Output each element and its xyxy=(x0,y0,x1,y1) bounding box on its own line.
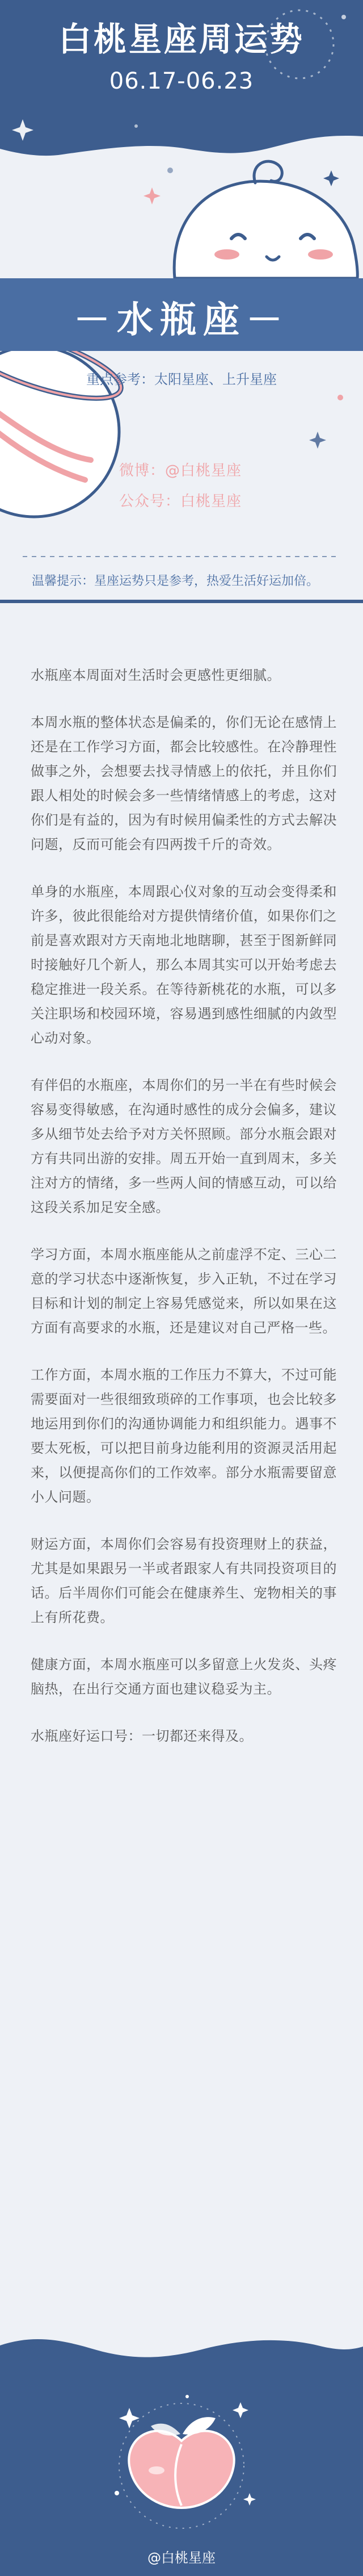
paragraph-work: 工作方面，本周水瓶的工作压力不算大，不过可能需要面对一些很细致琐碎的工作事项，也会比较多地运用到你们的沟通协调能力和组织能力。遇事不要太死板，可以把目前身边能利用的资源灵活用起来，以便提高你们的工作效率。部分水瓶需要留意小人问题。 xyxy=(31,1367,337,1505)
paragraph-health: 健康方面，本周水瓶座可以多留意上火发炎、头疼脑热，在出行交通方面也建议稳妥为主。 xyxy=(31,1657,337,1697)
wechat-account: 公众号：白桃星座 xyxy=(119,493,242,510)
weibo-handle: 微博：@白桃星座 xyxy=(119,462,242,479)
brand-watermark: @白桃星座 xyxy=(147,2550,216,2566)
paragraph-single: 单身的水瓶座，本周跟心仪对象的互动会变得柔和许多，彼此很能给对方提供情绪价值，如果你们之前是喜欢跟对方天南地北地瞎聊，甚至于图新鲜同时接触好几个新人，那么本周其实可以开始考虑去稳定推进一段关系。在等待新桃花的水瓶，可以多关注职场和校园环境，容易遇到感性细腻的内敛型心动对象。 xyxy=(31,884,337,1046)
warm-tip: 温馨提示：星座运势只是参考，热爱生活好运加倍。 xyxy=(32,574,319,588)
reference-note: 重点参考：太阳星座、上升星座 xyxy=(86,371,277,387)
sign-banner xyxy=(0,278,363,351)
header xyxy=(0,0,363,613)
paragraph-intro: 水瓶座本周面对生活时会更感性更细腻。 xyxy=(31,667,281,683)
paragraph-lucky-slogan: 水瓶座好运口号：一切都还来得及。 xyxy=(31,1728,253,1744)
paragraph-overall: 本周水瓶的整体状态是偏柔的，你们无论在感情上还是在工作学习方面，都会比较感性。在冷静理性做事之外，会想要去找寻情感上的依托，并且你们跟人相处的时候会多一些情绪情感上的考虑，这对你们是有益的，因为有时候用偏柔性的方式去解决问题，反而可能会有四两拨千斤的奇效。 xyxy=(31,714,337,852)
article-body xyxy=(31,663,337,1771)
footer-illustration xyxy=(0,2323,363,2576)
paragraph-study: 学习方面，本周水瓶座能从之前虚浮不定、三心二意的学习状态中逐渐恢复，步入正轨，不过在学习目标和计划的制定上容易凭感觉来，所以如果在这方面有高要求的水瓶，还是建议对自己严格一些。 xyxy=(31,1247,337,1336)
sign-name: －水瓶座－ xyxy=(74,299,289,341)
date-range: 06.17-06.23 xyxy=(109,68,254,94)
footer xyxy=(0,2323,363,2576)
page-title: 白桃星座周运势 xyxy=(58,20,305,58)
paragraph-couple: 有伴侣的水瓶座，本周你们的另一半在有些时候会容易变得敏感，在沟通时感性的成分会偏多，建议多从细节处去给予对方关怀照顾。部分水瓶会跟对方有共同出游的安排。周五开始一直到周末，多关注对方的情绪，多一些两人间的情感互动，可以给这段关系加足安全感。 xyxy=(31,1077,337,1215)
paragraph-wealth: 财运方面，本周你们会容易有投资理财上的获益，尤其是如果跟另一半或者跟家人有共同投资项目的话。后半周你们可能会在健康养生、宠物相关的事上有所花费。 xyxy=(31,1536,337,1625)
